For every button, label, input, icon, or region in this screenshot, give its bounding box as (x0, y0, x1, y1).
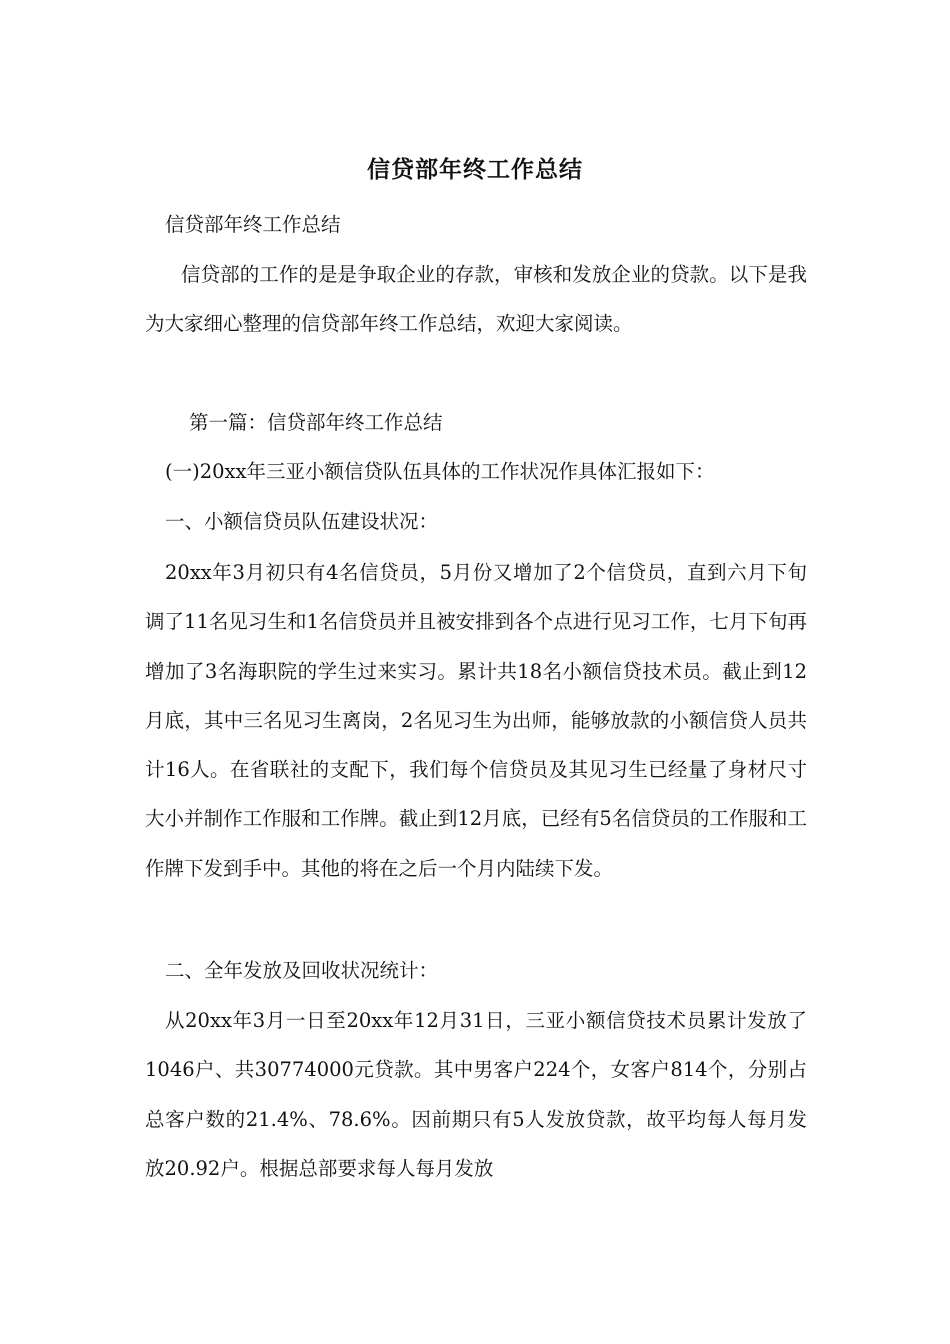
section1-heading: 一、小额信贷员队伍建设状况： (165, 510, 439, 533)
chapter-heading: 第一篇：信贷部年终工作总结 (189, 411, 443, 434)
intro-paragraph: 信贷部的工作的是是争取企业的存款，审核和发放企业的贷款。以下是我为大家细心整理的信贷部年终工作总结，欢迎大家阅读。 (145, 263, 807, 336)
document-title: 信贷部年终工作总结 (367, 156, 583, 183)
document-subtitle: 信贷部年终工作总结 (165, 213, 341, 236)
section2-heading: 二、全年发放及回收状况统计： (165, 959, 439, 982)
section2-paragraph: 从20xx年3月一日至20xx年12月31日，三亚小额信贷技术员累计发放了1046户、共30774000元贷款。其中男客户224个，女客户814个，分别占总客户数的21.4%、78.6%。因前期只有5人发放贷款，故平均每人每月发放20.92户。根据总部要求每人每月发放 (145, 1009, 807, 1180)
report-intro: (一)20xx年三亚小额信贷队伍具体的工作状况作具体汇报如下： (165, 460, 715, 483)
section1-paragraph: 20xx年3月初只有4名信贷员，5月份又增加了2个信贷员，直到六月下旬调了11名见习生和1名信贷员并且被安排到各个点进行见习工作，七月下旬再增加了3名海职院的学生过来实习。累计共18名小额信贷技术员。截止到12月底，其中三名见习生离岗，2名见习生为出师，能够放款的小额信贷人员共计16人。在省联社的支配下，我们每个信贷员及其见习生已经量了身材尺寸大小并制作工作服和工作牌。截止到12月底，已经有5名信贷员的工作服和工作牌下发到手中。其他的将在之后一个月内陆续下发。 (145, 561, 807, 880)
